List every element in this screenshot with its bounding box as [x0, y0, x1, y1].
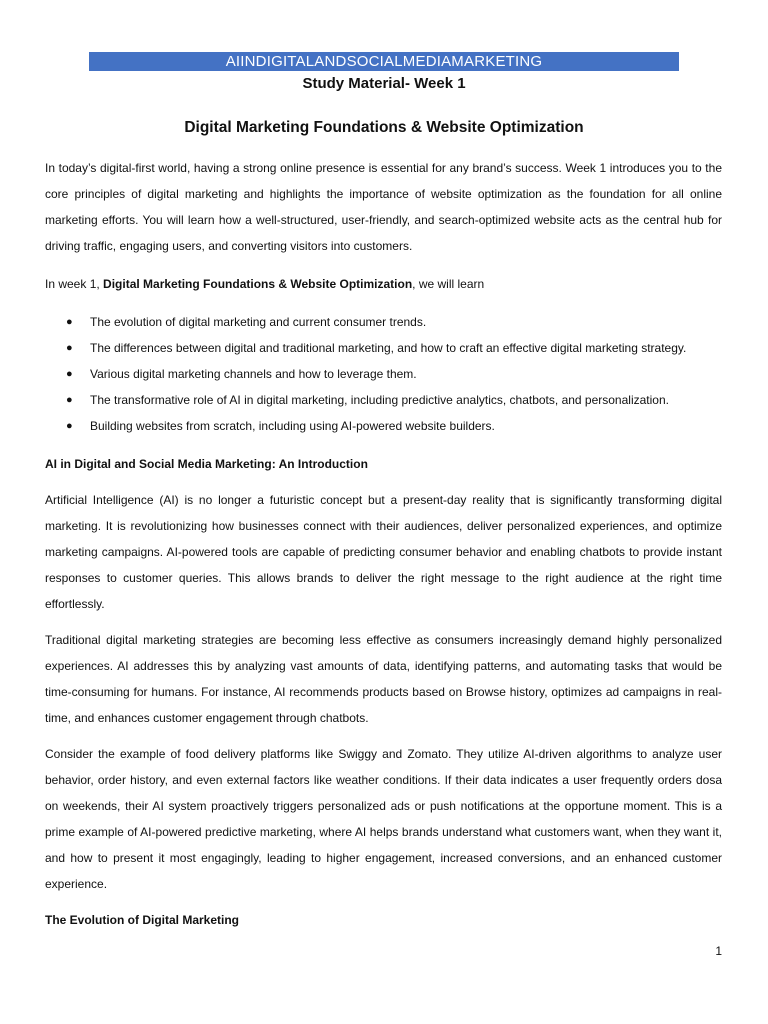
bullet-text: The evolution of digital marketing and current consumer trends. [90, 315, 427, 329]
section-heading-evolution: The Evolution of Digital Marketing [45, 913, 240, 927]
bullet-icon: ● [66, 316, 73, 328]
list-item [45, 309, 722, 335]
section-heading-ai-intro: AI in Digital and Social Media Marketing: An Introduction [45, 457, 368, 471]
bullet-text: Various digital marketing channels and how to leverage them. [90, 367, 417, 381]
bullet-text: Building websites from scratch, including using AI-powered website builders. [90, 419, 495, 433]
learn-suffix: , we will learn [412, 277, 485, 291]
course-banner: AIINDIGITALANDSOCIALMEDIAMARKETING [89, 52, 679, 71]
list-item [45, 387, 722, 413]
bullet-icon: ● [66, 420, 73, 432]
learn-bold-title: Digital Marketing Foundations & Website Optimization [103, 277, 413, 291]
learn-intro-line [45, 271, 722, 297]
list-item [45, 335, 722, 361]
document-title: Digital Marketing Foundations & Website Optimization [184, 119, 584, 136]
learning-bullet-list [45, 309, 722, 439]
bullet-text: The differences between digital and traditional marketing, and how to craft an effective digital marketing strategy. [90, 341, 687, 355]
ai-paragraph-2: Traditional digital marketing strategies are becoming less effective as consumers increasingly demand highly personalized experiences. AI addresses this by analyzing vast amounts of data, identifying patterns, and automating tasks that would be time-consuming for humans. For instance, AI recommends products based on Browse history, optimizes ad campaigns in real-time, and enhances customer engagement through chatbots. [45, 633, 722, 725]
ai-paragraph-3: Consider the example of food delivery platforms like Swiggy and Zomato. They utilize AI-driven algorithms to analyze user behavior, order history, and even external factors like weather conditions. If their data indicates a user frequently orders dosa on weekends, their AI system proactively triggers personalized ads or push notifications at the opportune moment. This is a prime example of AI-powered predictive marketing, where AI helps brands understand what customers want, when they want it, and how to present it most engagingly, leading to higher engagement, increased conversions, and an enhanced customer experience. [45, 747, 722, 891]
document-body [45, 155, 722, 943]
bullet-icon: ● [66, 394, 73, 406]
bullet-text: The transformative role of AI in digital marketing, including predictive analytics, chatbots, and personalization. [90, 393, 669, 407]
intro-paragraph: In today’s digital-first world, having a strong online presence is essential for any brand’s success. Week 1 introduces you to the core principles of digital marketing and highlights the importance of website optimization as the foundation for all online marketing efforts. You will learn how a well-structured, user-friendly, and search-optimized website acts as the central hub for driving traffic, engaging users, and converting visitors into customers. [45, 161, 722, 253]
ai-paragraph-1: Artificial Intelligence (AI) is no longer a futuristic concept but a present-day reality that is significantly transforming digital marketing. It is revolutionizing how businesses connect with their audiences, deliver personalized experiences, and optimize marketing campaigns. AI-powered tools are capable of predicting consumer behavior and enabling chatbots to provide instant responses to customer queries. This allows brands to deliver the right message to the right audience at the right time effortlessly. [45, 493, 722, 611]
list-item [45, 413, 722, 439]
learn-prefix: In week 1, [45, 277, 104, 291]
bullet-icon: ● [66, 342, 73, 354]
list-item [45, 361, 722, 387]
document-subtitle: Study Material- Week 1 [302, 75, 466, 92]
bullet-icon: ● [66, 368, 73, 380]
page-number: 1 [715, 944, 722, 958]
